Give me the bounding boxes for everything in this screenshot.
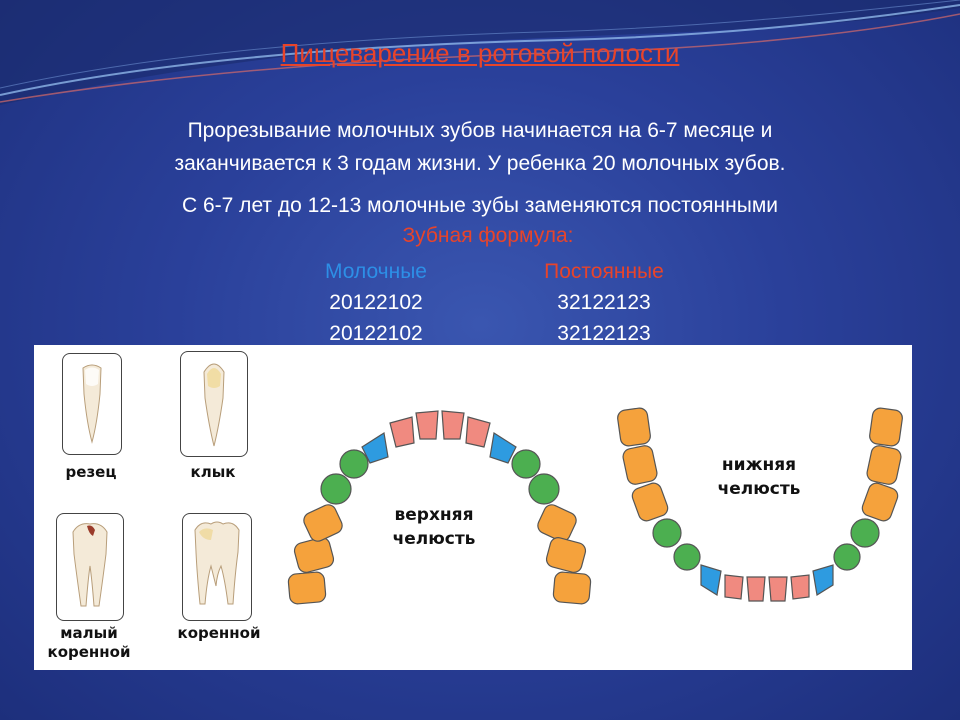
- incisor-label: резец: [65, 463, 117, 481]
- upper-jaw-label-line: челюсть: [392, 529, 476, 549]
- slide-title: Пищеварение в ротовой полости: [280, 38, 680, 68]
- incisor-card: [62, 353, 122, 455]
- lower-jaw-label-line: челюсть: [717, 479, 801, 499]
- canine-label: клык: [190, 463, 236, 481]
- premolar-label-line: малый: [60, 624, 118, 642]
- teething-paragraph: [60, 114, 900, 180]
- lower-jaw-label: [694, 453, 824, 501]
- teeth-figure: [34, 345, 912, 670]
- canine-card: [180, 351, 248, 457]
- lower-jaw-label-line: нижняя: [721, 455, 797, 475]
- molar-card: [182, 513, 252, 621]
- premolar-card: [56, 513, 124, 621]
- milk-upper-formula: 20122102: [329, 291, 423, 314]
- permanent-lower-formula: 32122123: [557, 322, 651, 345]
- replacement-paragraph: С 6-7 лет до 12-13 молочные зубы заменяются постоянными: [182, 194, 778, 217]
- formula-title: Зубная формула:: [402, 224, 574, 247]
- premolar-label-line: коренной: [47, 643, 131, 661]
- upper-jaw-label-line: верхняя: [394, 505, 474, 525]
- premolar-tooth-icon: [57, 514, 123, 620]
- paragraph-line: заканчивается к 3 годам жизни. У ребенка 20 молочных зубов.: [174, 152, 786, 175]
- permanent-formula-column: [494, 256, 714, 349]
- milk-formula-column: [266, 256, 486, 349]
- permanent-header: Постоянные: [544, 260, 664, 283]
- lower-jaw-diagram: [609, 407, 909, 607]
- permanent-upper-formula: 32122123: [557, 291, 651, 314]
- canine-tooth-icon: [181, 352, 247, 456]
- upper-jaw-label: [364, 503, 504, 551]
- molar-label: коренной: [177, 624, 261, 642]
- premolar-label: [34, 624, 144, 662]
- milk-header: Молочные: [325, 260, 427, 283]
- incisor-tooth-icon: [63, 354, 121, 454]
- paragraph-line: Прорезывание молочных зубов начинается на 6-7 месяце и: [187, 119, 773, 142]
- molar-tooth-icon: [183, 514, 251, 620]
- milk-lower-formula: 20122102: [329, 322, 423, 345]
